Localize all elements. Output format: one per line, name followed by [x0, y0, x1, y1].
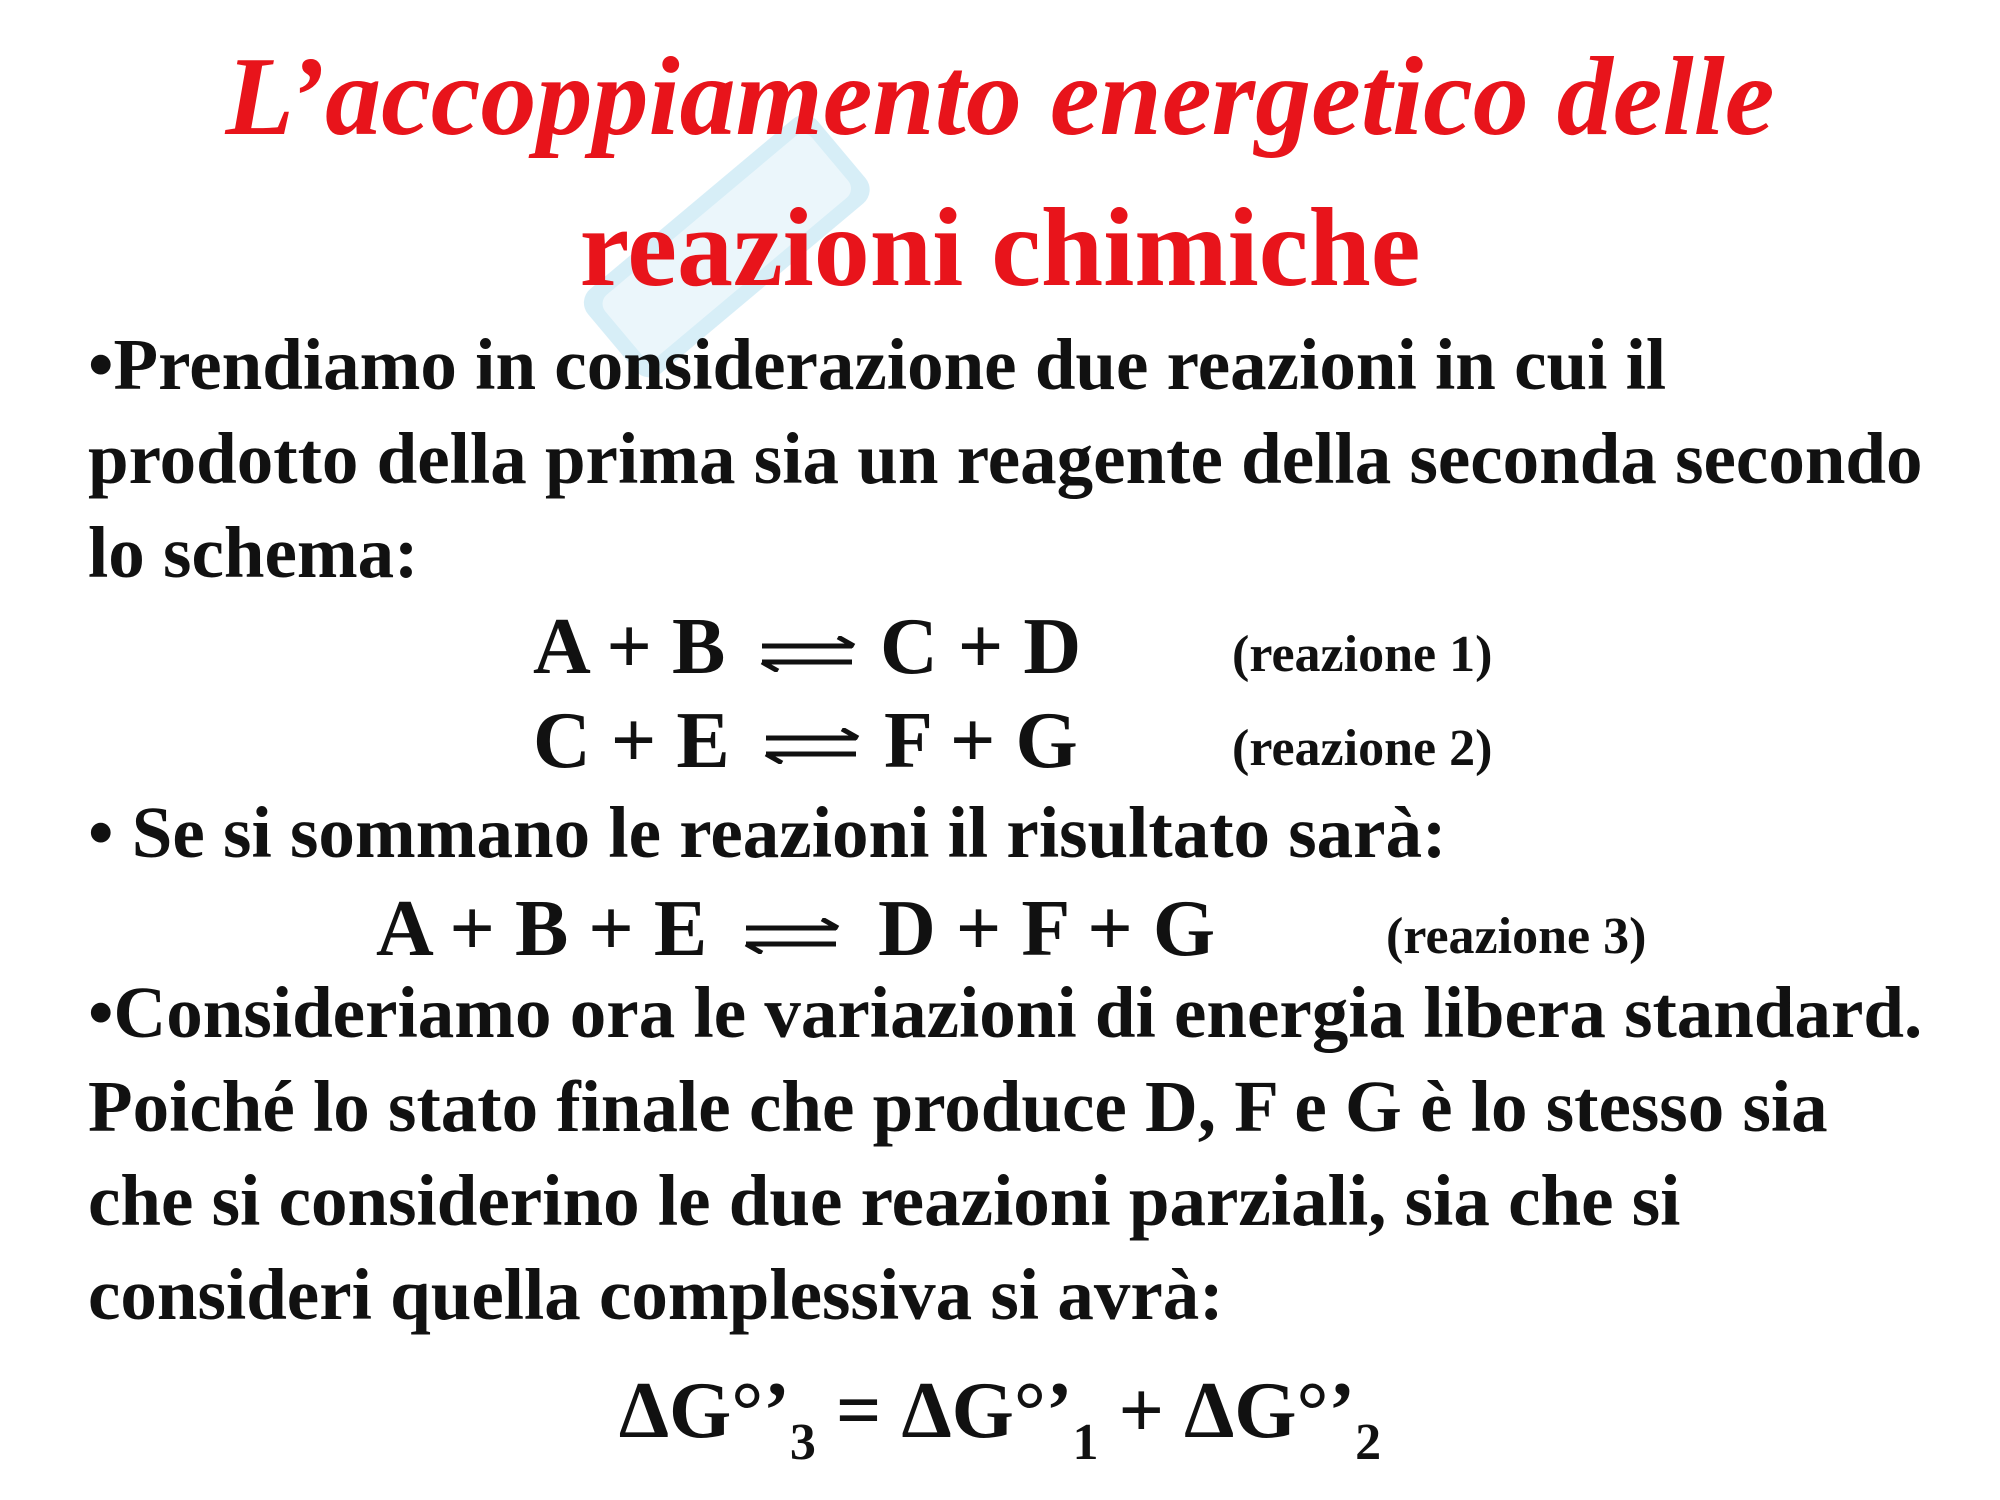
- paragraph-free-energy: •Consideriamo ora le variazioni di energia libera standard. Poiché lo stato finale che produce D, F e G è lo stesso sia che si considerino le due reazioni parziali, sia che si consideri quella complessiva si avrà:: [88, 972, 1923, 1335]
- paragraph-schema-intro: •Prendiamo in considerazione due reazioni in cui il prodotto della prima sia un reagente della seconda secondo lo schema:: [88, 324, 1923, 593]
- reaction-1-reactants: A + B: [533, 603, 726, 691]
- paragraph-sum-intro: • Se si sommano le reazioni il risultato sarà:: [88, 792, 1447, 873]
- free-energy-equation: [0, 1356, 2000, 1471]
- reaction-2-products: F + G: [884, 697, 1078, 785]
- equilibrium-arrow-icon: [762, 728, 862, 764]
- reaction-2-tag: (reazione 2): [1232, 720, 1493, 777]
- subscript-3: 3: [789, 1414, 816, 1471]
- equilibrium-arrow-icon: [758, 636, 858, 672]
- reaction-3-reactants: A + B + E: [376, 885, 708, 973]
- delta-g-1: ΔG°’: [901, 1367, 1073, 1455]
- delta-g-2: ΔG°’: [1184, 1367, 1356, 1455]
- reaction-2-reactants: C + E: [533, 697, 730, 785]
- slide-title-line-1: L’accoppiamento energetico delle: [225, 35, 1775, 159]
- equilibrium-arrow-icon: [742, 918, 842, 954]
- slide-title-line-2: reazioni chimiche: [579, 186, 1421, 310]
- plus-sign: +: [1098, 1367, 1185, 1455]
- reaction-3-products: D + F + G: [878, 885, 1216, 973]
- reaction-3-tag: (reazione 3): [1386, 908, 1647, 965]
- equals-sign: =: [815, 1367, 902, 1455]
- reaction-1-tag: (reazione 1): [1232, 626, 1493, 683]
- subscript-2: 2: [1355, 1414, 1382, 1471]
- subscript-1: 1: [1072, 1414, 1099, 1471]
- delta-g-3: ΔG°’: [618, 1367, 790, 1455]
- reaction-1-products: C + D: [880, 603, 1082, 691]
